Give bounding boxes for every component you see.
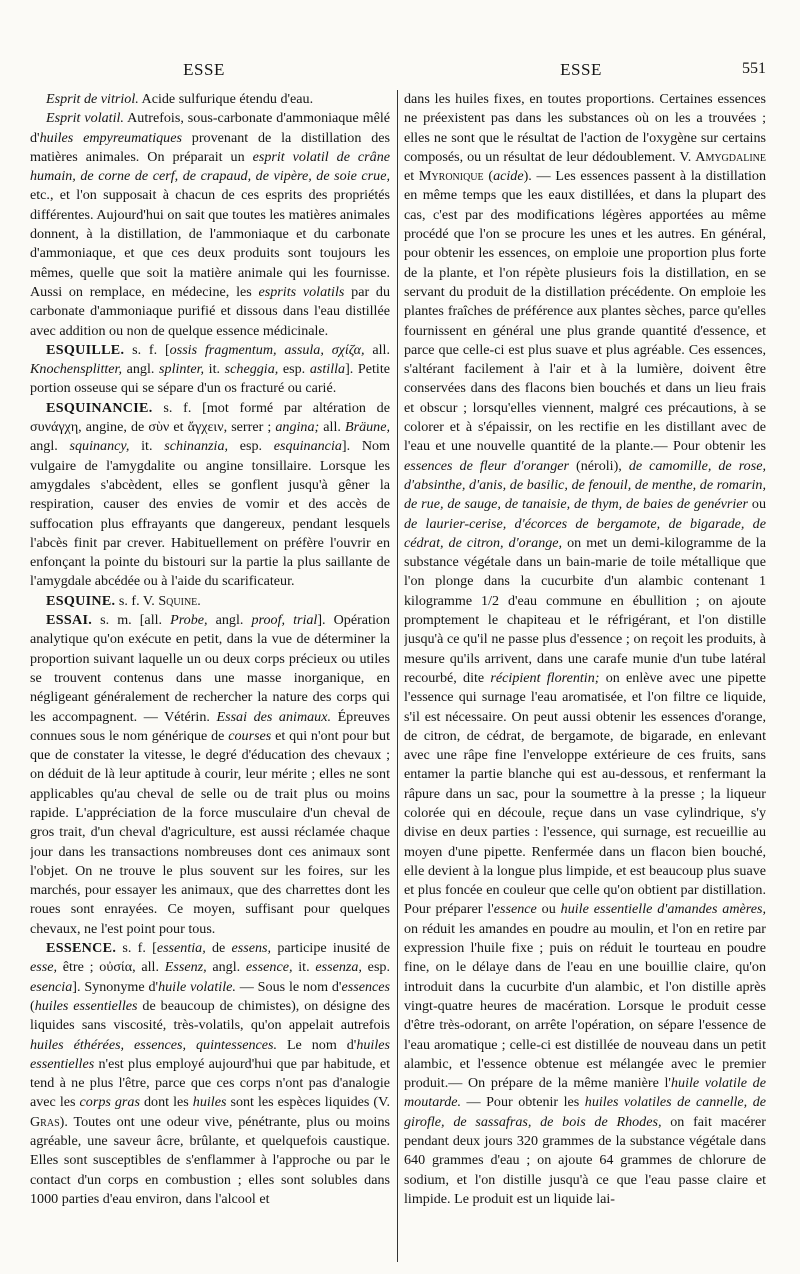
- italic-run: esquinancia: [273, 438, 342, 455]
- text-run: all.: [319, 419, 345, 436]
- text-run: Le nom d': [277, 1036, 357, 1053]
- italic-run: Probe,: [170, 612, 208, 629]
- column-divider: [397, 90, 398, 1262]
- text-run: on met un demi-kilogramme de la substance végétale dans un bain-marie de toile métallique que l'on plonge dans la cucurbite d'un alambic contenant 1 kilogramme 1/2 d'eau commune en ébullition ; on ajoute promptement le chapiteau et le réfrigérant, et l'on distille jusqu'à ce qu'il ne passe plus d'essence ; on reçoit les produits, à mesure qu'ils arrivent, dans une carafe munie d'un tube latéral recourbé, dite: [404, 534, 766, 686]
- text-run: on enlève avec une pipette l'essence qui surnage l'eau aromatisée, et l'on filtre ce liquide, s'il est nécessaire. On peut aussi obtenir les essences d'orange, de citron, de cédrat, de bergamote, de bigarade, en enlevant avec une râpe fine l'enveloppe extérieure de ces fruits, sans entamer la partie blanche qui est au-dessous, et renfermant la râpure dans un sac, pour la soumettre à la presse ; la liqueur colorée qui en découle, reçue dans un vase cylindrique, s'y divise en deux parties : l'essence, qui surnage, est recueillie au moyen d'une pipette. Renfermée dans un flacon bien bouché, elle devient à la longue plus limpide, et est beaucoup plus suave et plus foncée en couleur que celle qu'on obtient par distillation. Pour préparer l': [404, 669, 766, 918]
- text-run: it.: [292, 959, 316, 976]
- italic-run: esprits volatils: [258, 283, 345, 300]
- italic-run: Esprit volatil.: [46, 110, 124, 127]
- italic-run: esprit volatil de crâne humain, de corne de cerf, de crapaud, de vipère, de soie crue,: [30, 148, 390, 185]
- italic-run: huile volatile de moutarde.: [404, 1075, 766, 1111]
- right-column: [404, 90, 766, 1264]
- cross-reference: Gras: [30, 1113, 60, 1130]
- italic-run: essences de fleur d'oranger: [404, 457, 569, 474]
- italic-run: huiles: [192, 1094, 227, 1111]
- page-number: 551: [742, 60, 766, 77]
- entry-paragraph: [30, 90, 390, 109]
- italic-run: huiles empyreumatiques: [39, 129, 182, 146]
- entry-paragraph: [30, 592, 390, 611]
- text-run: sont les espèces liquides (V.: [226, 1094, 390, 1111]
- italic-run: Essai des animaux.: [216, 708, 331, 725]
- text-run: esp.: [361, 959, 390, 976]
- cross-reference: Squine: [158, 592, 198, 609]
- italic-run: essenza,: [315, 959, 362, 976]
- italic-run: Bräune,: [344, 419, 390, 436]
- entry-paragraph: [30, 341, 390, 399]
- text-run: de beaucoup de chimistes), on désigne des liquides sans viscosité, très-volatils, qu'on appelait autrefois: [30, 997, 390, 1034]
- entry-paragraph: [30, 399, 390, 592]
- text-run: par du carbonate d'ammoniaque purifié et dissous dans l'eau distillée avec addition ou non de quelque essence médicinale.: [30, 283, 390, 339]
- italic-run: essence: [493, 901, 537, 918]
- text-run: on réduit les amandes en poudre au moulin, et l'on en retire par expression l'huile fixe ; puis on réduit le tourteau en poudre fine, on le délaye dans de l'eau en une bouillie claire, qu'on introduit dans la cucurbite d'un alambic, et l'on distille après vingt-quatre heures de macération. Lorsque le produit cesse d'être très-odorant, on arrête l'opération, on sépare l'essence de l'eau aromatique ; celle-ci est distillée de nouveau dans un petit alambic, et l'essence obtenue est mélangée avec le premier produit.— On prépare de la même manière l': [404, 920, 766, 1092]
- headword: ESQUILLE.: [46, 341, 125, 358]
- italic-run: Esprit de vitriol.: [46, 91, 139, 107]
- italic-run: corps gras: [79, 1094, 140, 1111]
- text-run: s. f. [: [124, 341, 170, 358]
- text-run: être ; οὐσία, all.: [57, 959, 165, 976]
- cross-reference: Amygdaline: [695, 148, 766, 165]
- italic-run: récipient florentin;: [490, 669, 600, 686]
- italic-run: esse,: [30, 959, 58, 976]
- italic-run: astilla: [309, 361, 346, 378]
- text-run: — Sous le nom d': [235, 978, 342, 995]
- text-run: (néroli),: [568, 457, 629, 474]
- headword: ESQUINE.: [46, 592, 116, 609]
- italic-run: huile volatile.: [158, 978, 236, 995]
- headword: ESQUINANCIE.: [46, 399, 153, 416]
- cross-reference: Myronique: [418, 168, 484, 185]
- italic-run: huiles éthérées, essences, quintessences.: [30, 1036, 278, 1053]
- text-run: Autrefois, sous-carbonate d'ammoniaque mêlé d': [30, 110, 390, 146]
- text-run: et: [404, 168, 419, 185]
- text-run: it.: [129, 438, 165, 455]
- text-run: on fait macérer pendant deux jours 320 grammes de la substance végétale dans 640 grammes d'eau ; on ajoute 64 grammes de chlorure de sodium, et l'on distille jusqu'à ce que l'eau passe claire et limpide. Le produit est un liquide lai-: [404, 1113, 766, 1207]
- italic-run: ossis fragmentum, assula, σχίζα,: [169, 341, 365, 358]
- italic-run: schinanzia,: [164, 438, 229, 455]
- headword: ESSENCE.: [46, 940, 117, 957]
- italic-run: courses: [228, 727, 272, 744]
- text-run: s. f. V.: [115, 592, 159, 609]
- text-run: ). Toutes ont une odeur vive, pénétrante, plus ou moins agréable, une saveur âcre, brûlante, et quelquefois caustique. Elles sont susceptibles de s'enflammer à l'approche ou par le contact d'un corps en combustion ; elles sont solubles dans 1000 parties d'eau environ, dans l'alcool et: [30, 1113, 390, 1207]
- italic-run: esencia: [30, 978, 73, 995]
- italic-run: huiles essentielles: [30, 1036, 390, 1072]
- italic-run: angina;: [275, 419, 320, 436]
- text-run: ]. Petite portion osseuse qui se sépare d'un os fracturé ou carié.: [30, 361, 390, 397]
- text-run: esp.: [228, 438, 274, 455]
- text-run: de: [205, 940, 232, 957]
- text-run: angl.: [122, 361, 160, 378]
- text-run: ]. Synonyme d': [72, 978, 159, 995]
- running-head-left: ESSE: [183, 60, 225, 79]
- text-run: (: [483, 168, 494, 185]
- text-run: angl.: [207, 612, 252, 629]
- text-run: participe inusité de: [271, 940, 390, 957]
- text-run: — Pour obtenir les: [461, 1094, 585, 1111]
- italic-run: essence,: [245, 959, 293, 976]
- italic-run: de laurier-cerise, d'écorces de bergamote, de bigarade, de cédrat, de citron, d'orange,: [404, 515, 766, 551]
- text-run: ]. Opération analytique qu'on exécute en petit, dans la vue de déterminer la proportion suivant laquelle un ou deux corps précieux ou utiles se trouvent contenus dans une masse inorganique, en négligeant généralement de rechercher la nature des corps qui les accompagnent. — Vétérin.: [30, 612, 390, 725]
- italic-run: Essenz,: [164, 959, 207, 976]
- italic-run: huiles essentielles: [34, 997, 138, 1014]
- entry-paragraph: [30, 109, 390, 341]
- text-run: s. f. [mot formé par altération de συνάγχη, angine, de σὺν et ἄγχειν, serrer ;: [30, 399, 390, 436]
- text-run: angl.: [30, 438, 70, 455]
- italic-run: essens,: [231, 940, 272, 957]
- entry-paragraph: [30, 939, 390, 1209]
- text-run: .: [197, 592, 201, 609]
- italic-run: proof, trial: [251, 612, 318, 629]
- entry-paragraph: [30, 611, 390, 939]
- text-run: (: [30, 997, 35, 1014]
- running-head-right: ESSE: [560, 60, 602, 79]
- text-run: dans les huiles fixes, en toutes proportions. Certaines essences ne préexistent pas dans les substances où on les a trouvées ; elles ne sont que le résultat de l'action de l'oxygène sur certains composés, ou un résultat de leur dédoublement. V.: [404, 91, 766, 165]
- text-run: esp.: [278, 361, 310, 378]
- italic-run: splinter,: [159, 361, 205, 378]
- italic-run: acide: [493, 168, 524, 185]
- text-run: angl.: [206, 959, 246, 976]
- text-run: Acide sulfurique étendu d'eau.: [138, 91, 314, 107]
- text-run: ou: [536, 901, 561, 918]
- italic-run: de camomille, de rose, d'absinthe, d'anis, de basilic, de fenouil, de menthe, de romarin, de rue, de sauge, de tanaisie, de thym, de baies de genévrier: [404, 457, 766, 513]
- text-run: s. m. [all.: [92, 612, 171, 629]
- headword: ESSAI.: [46, 612, 93, 629]
- italic-run: essences: [341, 978, 390, 995]
- text-run: ou: [748, 496, 766, 513]
- text-run: provenant de la distillation des matières animales. On préparait un: [30, 129, 390, 165]
- text-run: dont les: [139, 1094, 193, 1111]
- italic-run: huiles volatiles de cannelle, de girofle, de sassafras, de bois de Rhodes,: [404, 1094, 766, 1130]
- text-run: Épreuves connues sous le nom générique de: [30, 708, 390, 744]
- italic-run: essentia,: [156, 940, 206, 957]
- text-run: all.: [364, 341, 390, 358]
- italic-run: Knochensplitter,: [30, 361, 122, 378]
- text-run: it.: [204, 361, 225, 378]
- text-run: et qui n'ont pour but que de constater la vitesse, le degré d'éducation des chevaux ; on déduit de là leur aptitude à courir, leur mérite ; elles ne sont applicables qu'au cheval de selle ou de trait plus ou moins rapide. L'appréciation de la force musculaire d'un cheval de gros trait, d'un cheval d'agriculture, est aussi réclamée chaque jour dans les transactions nombreuses dont ces animaux sont l'objet. On ne trouve le plus souvent sur les foires, sur les marchés, pour essayer les animaux, que des charrettes dont les roues sont enrayées. Ce moyen, suffisant pour quelques chevaux, ne l'est point pour tous.: [30, 727, 390, 937]
- text-run: etc., et l'on supposait à chacun de ces esprits des propriétés différentes. Aujourd'hui on sait que toutes les matières animales donnent, à la distillation, de l'ammoniaque et du carbonate d'ammoniaque, et que ces deux produits sont toujours les mêmes, quelle que soit la matière animale qui les fournisse. Aussi on remplace, en médecine, les: [30, 187, 390, 300]
- text-run: ]. Nom vulgaire de l'amygdalite ou angine tonsillaire. Lorsque les amygdales s'abcèdent, elles se gonflent jusqu'à gêner la respiration, causer des envies de vomir et des accès de suffocation plus effrayants que dangereux, pendant lesquels l'abcès finit par crever. Habituellement on préfère l'ouvrir en enfonçant la pointe du bistouri sur la partie la plus saillante de l'amygdale abcédée ou à l'aide du scarificateur.: [30, 438, 390, 590]
- text-run: ). — Les essences passent à la distillation en même temps que les eaux distillées, et dans la plupart des cas, c'est par des modifications légères apportées au même procédé que l'on se procure les unes et les autres. En général, pour obtenir les essences, on emploie une proportion plus forte de la plante, et l'on répète plusieurs fois la distillation, en se servant du produit de la distillation précédente. On emploie les plantes fraîches de préférence aux plantes sèches, parce qu'elles fournissent en général une plus grande quantité d'essence, et parce que celle-ci est plus suave et plus agréable. Ces essences, s'altérant facilement à l'air et à la lumière, doivent être conservées dans des flacons bien bouchés et dans un lieu frais et obscur ; lorsqu'elles viennent, malgré ces précautions, à se colorer et à s'épaissir, on les rectifie en les distillant avec de l'eau et une nouvelle quantité de la plante.— Pour obtenir les: [404, 168, 766, 455]
- continued-paragraph: [404, 90, 766, 1209]
- italic-run: huile essentielle d'amandes amères,: [560, 901, 766, 918]
- italic-run: scheggia,: [224, 361, 279, 378]
- text-run: n'est plus employé aujourd'hui que par habitude, et tend à ne plus l'être, parce que ces corps n'ont pas d'analogie avec les: [30, 1055, 390, 1111]
- italic-run: squinancy,: [69, 438, 130, 455]
- text-run: s. f. [: [116, 940, 157, 957]
- left-column: [30, 90, 390, 1264]
